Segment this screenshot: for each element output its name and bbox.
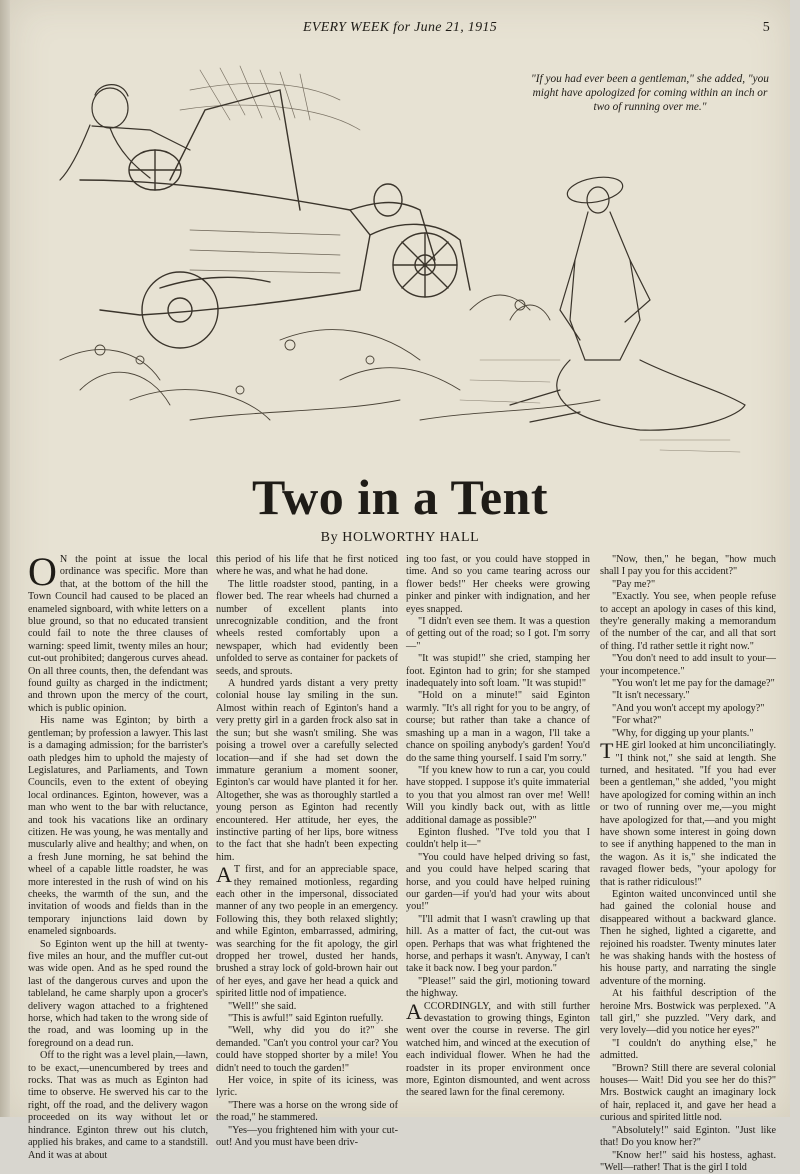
paragraph bbox=[28, 939, 208, 1051]
paragraph bbox=[216, 1025, 398, 1075]
running-head: EVERY WEEK for June 21, 1915 bbox=[303, 20, 497, 35]
paragraph bbox=[406, 690, 590, 764]
paragraph bbox=[600, 591, 776, 653]
paragraph-text: "It isn't necessary." bbox=[612, 690, 690, 701]
illustration-caption: "If you had ever been a gentleman," she added, "you might have apologized for coming within an inch or two of running over me." bbox=[530, 72, 770, 114]
paragraph bbox=[28, 554, 208, 715]
paragraph-text: "Pay me?" bbox=[612, 579, 655, 590]
paragraph-text: this period of his life that he first noticed where he was, and what he had done. bbox=[216, 554, 398, 577]
paragraph bbox=[406, 1001, 590, 1100]
paragraph bbox=[406, 765, 590, 827]
paragraph-text: His name was Eginton; by birth a gentleman; by profession a lawyer. This last is a damaging admission; for the barrister's oath pledges him to uphold the majesty of Legislatures, and Parliaments, and Town Councils, even to the extent of obeying local ordinances. Eginton, however, was a man who went to the bar with reluctance, and took his vacations like an ordinary citizen. He was young, he was mentally and muscularly alive and healthy; and when, on a fresh June morning, he sat behind the wheel of a capable little roadster, he was more interested in the rush of wind on his cheeks, the warmth of the sun, and the invitation of woods and fields than in the temporary injunctions laid down by enameled signboards. bbox=[28, 715, 208, 937]
paragraph-text: "Exactly. You see, when people refuse to accept an apology in cases of this kind, they're generally making a memorandum of the number of the car, and all that sort of thing. I'd rather settle it right now." bbox=[600, 591, 776, 652]
paragraph bbox=[600, 1038, 776, 1063]
paragraph-text: "Well!" she said. bbox=[228, 1001, 296, 1012]
paragraph bbox=[406, 827, 590, 852]
paragraph bbox=[600, 1150, 776, 1174]
paragraph bbox=[600, 1125, 776, 1150]
paragraph-text: So Eginton went up the hill at twenty-five miles an hour, and the muffler cut-out was wide open. And as he sped round the last of the dangerous curves and upon the tableland, he came sharply upon a grocer's delivery wagon attached to a frightened horse, which had taken to the wrong side of the road, and was looming up in the foreground on a dead run. bbox=[28, 939, 208, 1049]
driver-figure bbox=[60, 85, 190, 180]
paragraph-text: ing too fast, or you could have stopped in time. And so you came tearing across our flower beds!" Her cheeks were growing pinker and pinker with indignation, and her eyes snapped. bbox=[406, 554, 590, 615]
paragraph-text: "I didn't even see them. It was a question of getting out of the road; so I got. I'm sorry—" bbox=[406, 616, 590, 652]
initial-cap: T bbox=[600, 741, 613, 761]
paragraph-text: The little roadster stood, panting, in a flower bed. The rear wheels had churned a number of excellent plants into unrecognizable condition, and the front wheels rested comfortably upon a newspaper, which had evidently been unfolded to serve as container for packets of seeds, and sprouts. bbox=[216, 579, 398, 677]
paragraph-text: "Brown? Still there are several colonial houses— Wait! Did you see her do this?" Mrs. Bostwick caught an imaginary lock of hair, replaced it, and gave her head a curious and spirited little nod. bbox=[600, 1063, 776, 1124]
paragraph-text: Off to the right was a level plain,—lawn, to be exact,—unencumbered by trees and rocks. That was as much as Eginton had time to observe. He swerved his car to the right, off the road, and the delivery wagon proceeded on its way without let or hindrance. Eginton threw out his clutch, applied his brakes, and came to a standstill. And it was at about bbox=[28, 1050, 208, 1160]
paragraph-text: Eginton waited unconvinced until she had gained the colonial house and disappeared without a backward glance. Then he sighed, lighted a cigarette, and rejoined his roadster. Twenty minutes later he was shaking hands with the hostess of his house party, and narrating the single adventure of the morning. bbox=[600, 889, 776, 987]
paragraph-text: "You won't let me pay for the damage?" bbox=[612, 678, 775, 689]
paragraph-text: "Now, then," he began, "how much shall I pay you for this accident?" bbox=[600, 554, 776, 577]
paragraph-text: At his faithful description of the heroine Mrs. Bostwick was perplexed. "A tall girl," she puzzled. "Very dark, and very lovely—did you notice her eyes?" bbox=[600, 988, 776, 1036]
girl-figure bbox=[510, 173, 745, 430]
paragraph bbox=[406, 616, 590, 653]
paragraph-text: T first, and for an appreciable space, they remained motionless, regarding each other in the impersonal, dissociated manner of any two people in an emergency. Following this, they both relaxed slightly; and while Eginton, embarrassed, admiring, was searching for the fit apology, the girl dropped her trowel, dusted her hands, brushed a stray lock of gold-brown hair out of her eyes, and gave her head a quick and spirited little nod of impatience. bbox=[216, 864, 398, 999]
paragraph-text: "Please!" said the girl, motioning toward the highway. bbox=[406, 976, 590, 999]
paragraph-text: "For what?" bbox=[612, 715, 661, 726]
paragraph-text: "You could have helped driving so fast, and you could have helped scaring that horse, and you could have helped ruining our garden—if you'd had your wits about you!" bbox=[406, 852, 590, 913]
paragraph-text: "Well, why did you do it?" she demanded. "Can't you control your car? You could have stopped shorter by a mile! You didn't need to touch the garden!" bbox=[216, 1025, 398, 1073]
paragraph bbox=[216, 1013, 398, 1025]
paragraph bbox=[28, 715, 208, 938]
paragraph-text: "There was a horse on the wrong side of the road," he stammered. bbox=[216, 1100, 398, 1123]
paragraph bbox=[600, 988, 776, 1038]
byline: By HOLWORTHY HALL bbox=[10, 530, 790, 546]
paragraph bbox=[216, 678, 398, 864]
text-column-4 bbox=[600, 554, 776, 1109]
paragraph-text: HE girl looked at him unconciliatingly. "I think not," she said at length. She turned, and hesitated. "If you had ever been a gentleman," she added, "you might have apologized for coming within an inch or two of running over me,—you might have apologized for that,—and you might have shown some interest in going down to see if anything happened to the man in the wagon. As it is," she indicated the ravaged flower beds, "your apology for that is rather ridiculous!" bbox=[600, 740, 776, 887]
text-column-2 bbox=[216, 554, 398, 1109]
page-binding-edge bbox=[0, 0, 10, 1117]
ground-hatching bbox=[460, 360, 740, 452]
paragraph bbox=[600, 703, 776, 715]
paragraph bbox=[406, 852, 590, 914]
paragraph bbox=[600, 678, 776, 690]
paragraph bbox=[28, 1050, 208, 1162]
paragraph bbox=[600, 740, 776, 889]
paragraph-text: Eginton flushed. "I've told you that I couldn't help it—" bbox=[406, 827, 590, 850]
story-title: Two in a Tent bbox=[10, 468, 790, 526]
initial-cap: A bbox=[216, 865, 232, 885]
text-column-3 bbox=[406, 554, 590, 1109]
paragraph-text: "If you knew how to run a car, you could have stopped. I suppose it's quite immaterial to you that you almost ran over me! Well! Will you kindly back out, with as little additional damage as possible?" bbox=[406, 765, 590, 826]
paragraph bbox=[216, 1100, 398, 1125]
tree-hatching bbox=[180, 66, 360, 130]
paragraph bbox=[216, 1075, 398, 1100]
paragraph-text: "This is awful!" said Eginton ruefully. bbox=[228, 1013, 383, 1024]
paragraph bbox=[600, 728, 776, 740]
paragraph-text: A hundred yards distant a very pretty colonial house lay smiling in the sun. Almost within reach of Eginton's hand a very pretty girl in a garden frock also sat in the sun; but she wasn't smiling. She was poising a trowel over a carefully selected location—and if she had set down the immature geranium a moment sooner, Eginton's car would have planted it for her. Altogether, she was as thoroughly startled a young person as Eginton had recently encountered. Her attitude, her eyes, the instinctive parting of her lips, bore witness to the fact that she hadn't been expecting him. bbox=[216, 678, 398, 863]
paragraph bbox=[216, 864, 398, 1000]
paragraph-text: "Know her!" said his hostess, aghast. "Well—rather! That is the girl I told bbox=[600, 1150, 776, 1173]
paragraph bbox=[216, 554, 398, 579]
paragraph bbox=[406, 653, 590, 690]
paragraph bbox=[600, 554, 776, 579]
paragraph-text: "It was stupid!" she cried, stamping her foot. Eginton had to grin; for she stamped inadequately into soft loam. "It was stupid!" bbox=[406, 653, 590, 689]
paragraph-text: "You don't need to add insult to your—your incompetence." bbox=[600, 653, 776, 676]
paragraph bbox=[600, 715, 776, 727]
paragraph bbox=[216, 1125, 398, 1150]
initial-cap: A bbox=[406, 1002, 422, 1022]
paragraph bbox=[406, 914, 590, 976]
paragraph bbox=[600, 579, 776, 591]
drop-cap: O bbox=[28, 555, 57, 589]
paragraph bbox=[600, 690, 776, 702]
paragraph-text: "I couldn't do anything else," he admitted. bbox=[600, 1038, 776, 1061]
paragraph bbox=[600, 889, 776, 988]
paragraph-text: "Hold on a minute!" said Eginton warmly. "It's all right for you to be angry, of course; but rather than take a chance of smashing up a man in a wagon, I'll take a chance on spoiling anybody's garden! You'd do the same thing yourself. I said I'm sorry." bbox=[406, 690, 590, 763]
paragraph bbox=[406, 554, 590, 616]
paragraph-text: "I'll admit that I wasn't crawling up that hill. As a matter of fact, the cut-out was open. Perhaps that was what frightened the horse, and perhaps it wasn't. Anyway, I can't take it back now. I beg your pardon." bbox=[406, 914, 590, 975]
page-number: 5 bbox=[763, 20, 770, 36]
flower-beds bbox=[60, 295, 600, 420]
paragraph-text: N the point at issue the local ordinance was specific. More than that, at the bottom of the hill the Town Council had caused to be placed an enameled signboard, with white letters on a blue ground, so that no educated transient could fail to note the three clauses of warning: speed limit, twenty miles an hour; cut-out prohibited; dangerous curves ahead. On all three counts, then, the defendant was found guilty as charged in the indictment; and thrown upon the mercy of the court, which is public opinion. bbox=[28, 554, 208, 714]
magazine-page bbox=[10, 0, 790, 1117]
paragraph-text: "And you won't accept my apology?" bbox=[612, 703, 764, 714]
paragraph bbox=[216, 1001, 398, 1013]
paragraph bbox=[216, 579, 398, 678]
paragraph bbox=[600, 1063, 776, 1125]
story-illustration bbox=[40, 60, 770, 460]
paragraph-text: "Yes—you frightened him with your cut-out! And you must have been driv- bbox=[216, 1125, 398, 1148]
paragraph bbox=[600, 653, 776, 678]
paragraph-text: Her voice, in spite of its iciness, was lyric. bbox=[216, 1075, 398, 1098]
running-header bbox=[10, 20, 790, 40]
text-column-1 bbox=[28, 554, 208, 1109]
paragraph-text: "Why, for digging up your plants." bbox=[612, 728, 754, 739]
paragraph bbox=[406, 976, 590, 1001]
paragraph-text: CCORDINGLY, and with still further devastation to growing things, Eginton went over the course in reverse. The girl watched him, and winced at the execution of each individual flower. When he had the roadster in its proper environment once more, Eginton dismounted, and went across the seared lawn for the final ceremony. bbox=[406, 1001, 590, 1099]
paragraph-text: "Absolutely!" said Eginton. "Just like that! Do you know her?" bbox=[600, 1125, 776, 1148]
